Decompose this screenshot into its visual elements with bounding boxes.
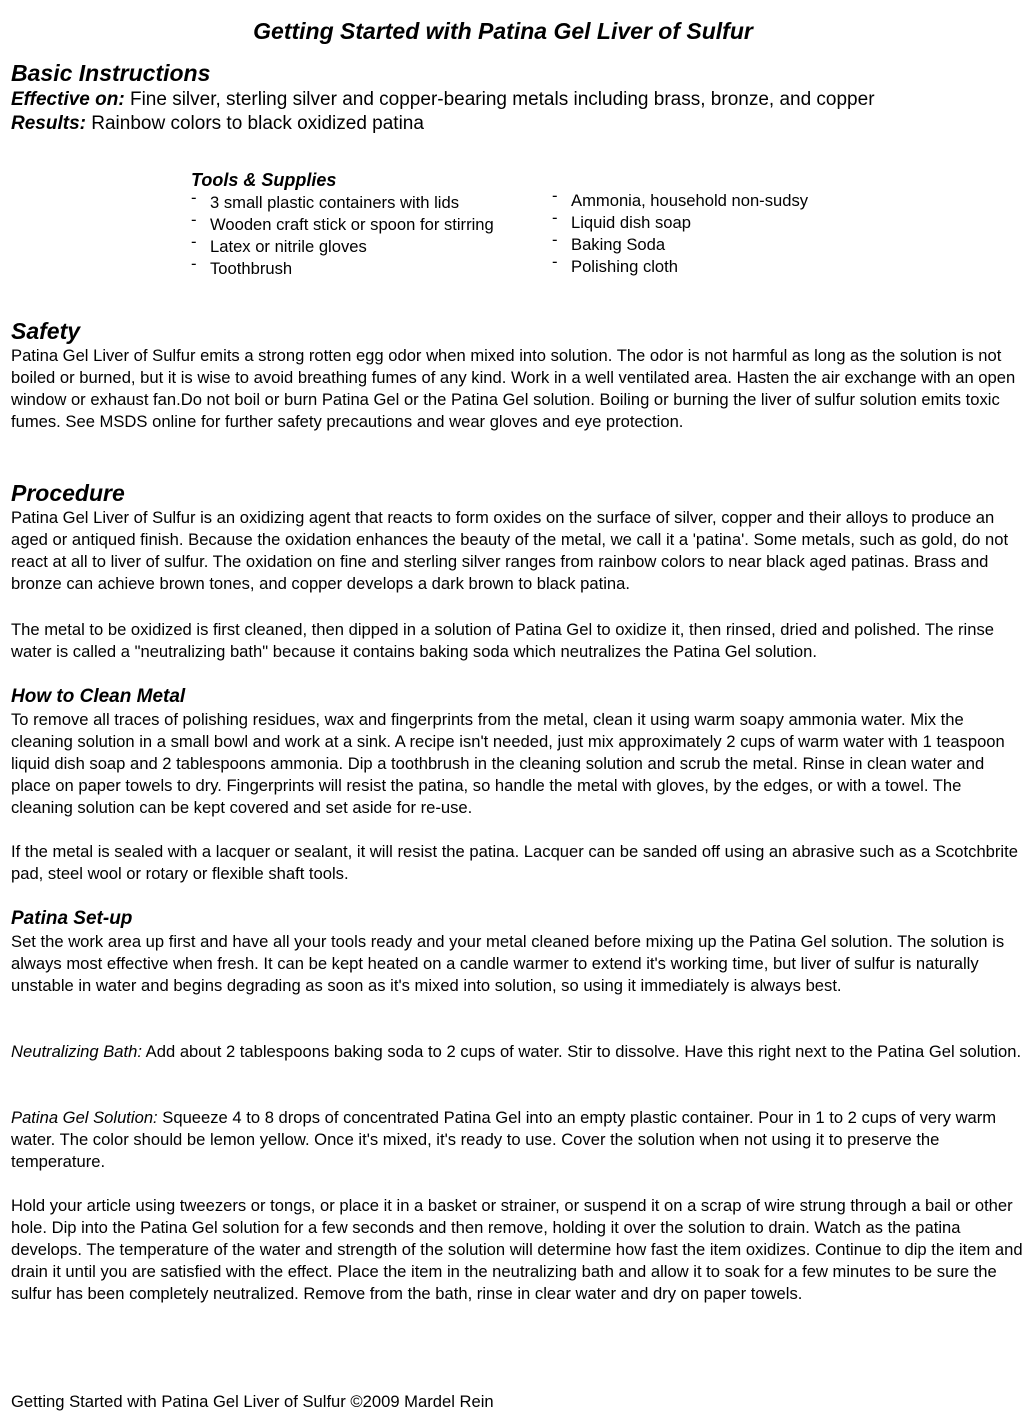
list-item: - Ammonia, household non-sudsy [552,186,809,210]
list-item: - Latex or nitrile gloves [191,232,367,256]
page-footer: Getting Started with Patina Gel Liver of Sulfur ©2009 Mardel Rein [11,1392,494,1411]
document-title: Getting Started with Patina Gel Liver of Sulfur [253,18,753,44]
setup-paragraph-4: Hold your article using tweezers or tongs, or place it in a basket or strainer, or suspend it on a scrap of wire strung through a bail or other hole. Dip into the Patina Gel solution for a few seconds and then remove, holding it over the solution to drain. Watch as the patina develops. The temperature of the water and strength of the solution will determine how fast the item oxidizes. Continue to dip the item and drain it until you are satisfied with the effect. Place the item in the neutralizing bath and allow it to soak for a few minutes to be sure the sulfur has been completely neutralized. Remove from the bath, rinse in clear water and dry on paper towels. [11,1196,1023,1303]
dash-bullet: - [552,208,558,227]
dash-bullet: - [191,232,197,251]
dash-bullet: - [191,254,197,273]
setup-paragraph-1: Set the work area up first and have all your tools ready and your metal cleaned before mixing up the Patina Gel solution. The solution is always most effective when fresh. It can be kept heated on a candle warmer to extend it's working time, but liver of sulfur is naturally unstable in water and begins degrading as soon as it's mixed into solution, so using it immediately is always best. [11,932,1005,995]
list-item: - Baking Soda [552,230,666,254]
tools-and-supplies [191,168,891,278]
safety-paragraph: Patina Gel Liver of Sulfur emits a strong rotten egg odor when mixed into solution. The odor is not harmful as long as the solution is not boiled or burned, but it is wise to avoid breathing fumes of any kind. Work in a well ventilated area. Hasten the air exchange with an open window or exhaust fan.Do not boil or burn Patina Gel or the Patina Gel solution. Boiling or burning the liver of sulfur solution emits toxic fumes. See MSDS online for further safety precautions and wear gloves and eye protection. [11,346,1016,431]
dash-bullet: - [552,252,558,271]
list-item: - 3 small plastic containers with lids [191,188,460,212]
procedure-paragraph-1: Patina Gel Liver of Sulfur is an oxidizing agent that reacts to form oxides on the surface of silver, copper and their alloys to produce an aged or antiqued finish. Because the oxidation enhances the beauty of the metal, we call it a 'patina'. Some metals, such as gold, do not react at all to liver of sulfur. The oxidation on fine and sterling silver ranges from rainbow colors to near black aged patinas. Brass and bronze can achieve brown tones, and copper develops a dark brown to black patina. [11,508,1009,593]
results-text: Rainbow colors to black oxidized patina [91,113,424,134]
neutralizing-bath-text: Add about 2 tablespoons baking soda to 2 cups of water. Stir to dissolve. Have this right next to the Patina Gel solution. [141,1042,1022,1061]
tools-list-right [552,186,809,278]
tools-heading: Tools & Supplies [191,170,337,190]
neutralizing-bath-label: Neutralizing Bath: [11,1042,142,1061]
dash-bullet: - [552,230,558,249]
list-item: - Toothbrush [191,254,293,278]
results-line [11,112,424,136]
clean-paragraph-2: If the metal is sealed with a lacquer or sealant, it will resist the patina. Lacquer can be sanded off using an abrasive such as a Scotchbrite pad, steel wool or rotary or flexible shaft tools. [11,842,1018,883]
dash-bullet: - [191,188,197,207]
heading-safety: Safety [11,318,81,344]
neutralizing-bath-paragraph [11,1041,1023,1063]
list-item: - Liquid dish soap [552,208,691,232]
clean-paragraph-1: To remove all traces of polishing residues, wax and fingerprints from the metal, clean it using warm soapy ammonia water. Mix the cleaning solution in a small bowl and work at a sink. A recipe isn't needed, just mix approximately 2 cups of warm water with 1 teaspoon liquid dish soap and 2 tablespoons ammonia. Dip a toothbrush in the cleaning solution and scrub the metal. Rinse in clean water and place on paper towels to dry. Fingerprints will resist the patina, so handle the metal with gloves, by the edges, or with a towel. The cleaning solution can be kept covered and set aside for re-use. [11,710,1005,817]
heading-patina-setup: Patina Set-up [11,908,133,929]
dash-bullet: - [191,210,197,229]
effective-on-text: Fine silver, sterling silver and copper-bearing metals including brass, bronze, and copper [129,89,875,110]
list-item: - Wooden craft stick or spoon for stirring [191,210,494,234]
procedure-paragraph-2: The metal to be oxidized is first cleaned, then dipped in a solution of Patina Gel to oxidize it, then rinsed, dried and polished. The rinse water is called a "neutralizing bath" because it contains baking soda which neutralizes the Patina Gel solution. [11,620,995,661]
list-item: - Polishing cloth [552,252,679,276]
effective-on-label: Effective on: [11,89,125,110]
heading-how-to-clean-metal: How to Clean Metal [11,686,186,707]
patina-solution-text: Squeeze 4 to 8 drops of concentrated Patina Gel into an empty plastic container. Pour in 1 to 2 cups of very warm water. The color should be lemon yellow. Once it's mixed, it's ready to use. Cover the solution when not using it to preserve the temperature. [11,1108,997,1171]
effective-on-line [11,88,875,112]
heading-basic-instructions: Basic Instructions [11,60,211,86]
results-label: Results: [11,113,86,134]
heading-procedure: Procedure [11,480,125,506]
dash-bullet: - [552,186,558,205]
patina-solution-label: Patina Gel Solution: [11,1108,158,1127]
tools-list-left [191,188,494,280]
patina-solution-paragraph [11,1107,1023,1173]
